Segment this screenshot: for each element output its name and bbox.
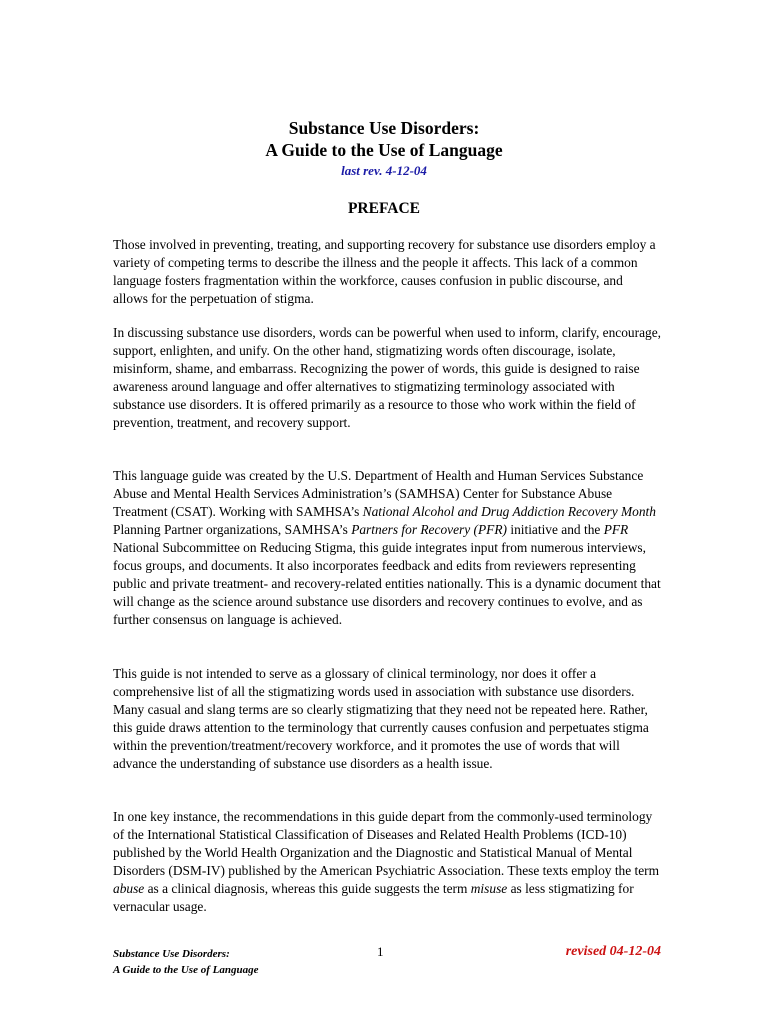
paragraph-5-text: as a clinical diagnosis, whereas this guide suggests the term [144, 881, 471, 896]
paragraph-1: Those involved in preventing, treating, and supporting recovery for substance use disorders employ a variety of competing terms to describe the illness and the people it affects. This lack of a common language fosters fragmentation within the workforce, causes confusion in public discourse, and allows for the perpetuation of stigma. [113, 237, 656, 306]
paragraph-5-italic-misuse: misuse [470, 881, 508, 896]
paragraph-2: In discussing substance use disorders, words can be powerful when used to inform, clarify, encourage, support, enlighten, and unify. On the other hand, stigmatizing words often discourage, isolate, misinform, shame, and embarrass. Recognizing the power of words, this guide is designed to raise awareness around language and offer alternatives to stigmatizing terminology associated with substance use disorders. It is offered primarily as a resource to those who work within the field of prevention, treatment, and recovery support. [113, 325, 661, 430]
revision-date: last rev. 4-12-04 [341, 163, 427, 178]
paragraph-3-text: initiative and the [507, 522, 604, 537]
paragraph-3-text: National Subcommittee on Reducing Stigma, this guide integrates input from numerous interviews, focus groups, and documents. It also incorporates feedback and edits from reviewers representing public and private treatment- and recovery-related entities nationally. This is a dynamic document that will change as the science around substance use disorders and recovery continues to evolve, and as further consensus on language is achieved. [113, 540, 661, 627]
page-number: 1 [377, 944, 384, 959]
document-title-line1: Substance Use Disorders: [288, 118, 480, 138]
footer-revised-date: revised 04-12-04 [565, 944, 661, 959]
paragraph-3 [113, 467, 661, 629]
paragraph-3-italic-recovery-month: National Alcohol and Drug Addiction Recovery Month [362, 504, 656, 519]
footer-title-line2: A Guide to the Use of Language [113, 964, 259, 976]
section-heading-preface: PREFACE [347, 200, 421, 217]
paragraph-3-text: This language guide was created by the U.S. Department of Health and Human Services Substance Abuse and Mental Health Services Administration’s (SAMHSA) Center for Substance Abuse Treatment (CSAT). Working with SAMHSA’s [113, 468, 644, 519]
paragraph-5 [113, 808, 661, 916]
paragraph-3-text: Planning Partner organizations, SAMHSA’s [113, 522, 352, 537]
paragraph-5-text: In one key instance, the recommendations in this guide depart from the commonly-used terminology of the International Statistical Classification of Diseases and Related Health Problems (ICD-10) published by the World Health Organization and the Diagnostic and Statistical Manual of Mental Disorders (DSM-IV) published by the American Psychiatric Association. These texts employ the term [113, 809, 660, 878]
paragraph-3-italic-pfr-full: Partners for Recovery (PFR) [351, 522, 507, 537]
document-title-line2: A Guide to the Use of Language [265, 140, 503, 160]
paragraph-5-italic-abuse: abuse [113, 881, 145, 896]
paragraph-3-italic-pfr: PFR [603, 522, 629, 537]
footer-document-title [113, 946, 258, 978]
footer-title-line1: Substance Use Disorders: [113, 948, 230, 960]
paragraph-4: This guide is not intended to serve as a glossary of clinical terminology, nor does it offer a comprehensive list of all the stigmatizing words used in association with substance use disorders. Many casual and slang terms are so clearly stigmatizing that they need not be repeated here. Rather, this guide draws attention to the terminology that currently causes confusion and perpetuates stigma within the prevention/treatment/recovery workforce, and it promotes the use of words that will advance the understanding of substance use disorders as a health issue. [113, 666, 649, 771]
paragraph-5-text: as less stigmatizing for vernacular usage. [113, 881, 634, 914]
